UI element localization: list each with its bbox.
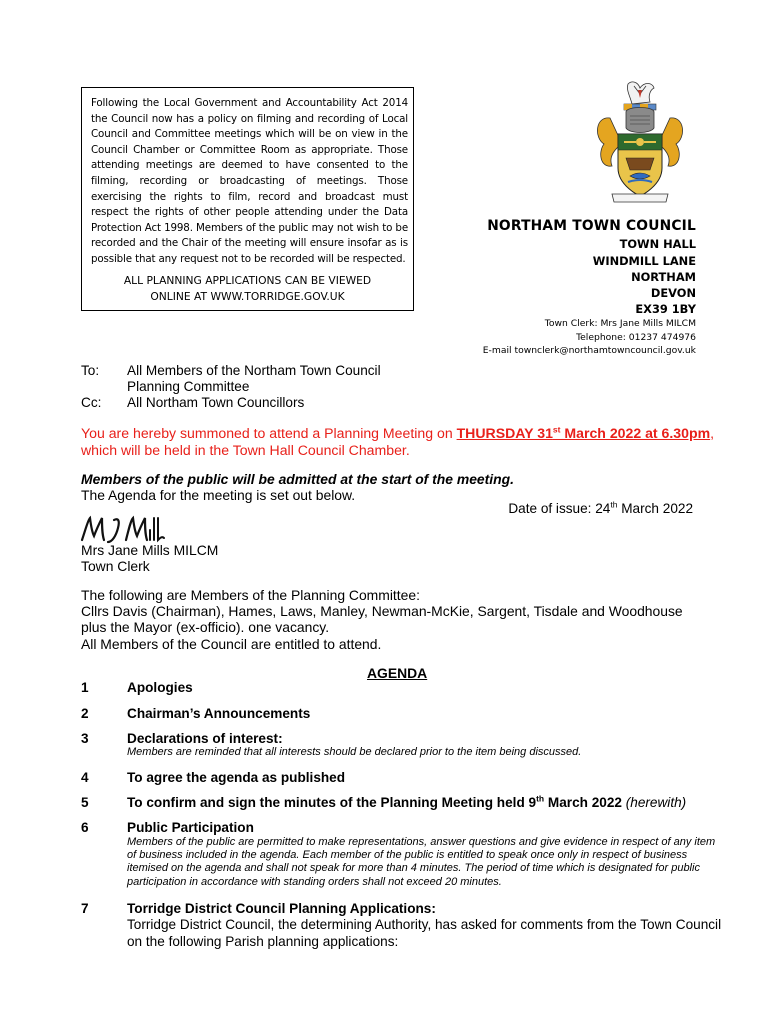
date-of-issue (508, 501, 693, 516)
summons-prefix: You are hereby summoned to attend a Planning Meeting on (81, 425, 457, 441)
email-contact: E-mail townclerk@northamtowncouncil.gov.uk (482, 345, 696, 356)
meeting-date-rest: March 2022 at 6.30pm (560, 425, 711, 441)
issue-sup: th (610, 499, 618, 510)
agenda-item-title: Apologies (127, 680, 193, 695)
address-line: TOWN HALL (619, 237, 696, 251)
issue-prefix: Date of issue: 24 (508, 501, 611, 516)
cc-label: Cc: (81, 395, 102, 410)
meeting-summons (81, 425, 731, 459)
agenda-item-note: Members of the public are permitted to make representations, answer questions and give evidence in respect of any item of business included in the agenda. Each member of the public is entitled to speak once only in respect of business itemised on the agenda and shall not speak for more than 4 minutes. The period of time which is designated for public participation in accordance with standing orders shall not exceed 20 minutes. (127, 836, 716, 888)
filming-policy-text: Following the Local Government and Accountability Act 2014 the Council now has a policy on filming and recording of Local Council and Committee meetings which will be on view in the Council Chamber or Committee Room as appropriate. Those attending meetings are deemed to have consented to the filming, recording or broadcasting of meetings. Those exercising the rights to film, record and broadcast must respect the rights of other people attending under the Data Protection Act 1998. Members of the public may not wish to be recorded and the Chair of the meeting will ensure insofar as is possible that any request not to be recorded will be respected. (91, 97, 408, 265)
item5-herewith: (herewith) (625, 795, 687, 810)
agenda-item-description: Torridge District Council, the determining Authority, has asked for comments from the Town Council on the following Parish planning applications: (127, 917, 722, 949)
agenda-item-number: 4 (81, 770, 89, 785)
agenda-item-number: 2 (81, 706, 89, 721)
filming-policy-box (81, 87, 414, 311)
agenda-item-title: Torridge District Council Planning Applications: (127, 901, 436, 916)
to-recipients (127, 363, 381, 395)
committee-intro: The following are Members of the Planning Committee: (81, 587, 420, 603)
committee-members-block (81, 587, 683, 652)
agenda-item-title (127, 795, 686, 810)
summons-suffix: , (710, 425, 715, 441)
committee-members: Cllrs Davis (Chairman), Hames, Laws, Manley, Newman-McKie, Sargent, Tisdale and Woodhouse (81, 603, 683, 620)
address-line: DEVON (650, 286, 696, 300)
agenda-intro: The Agenda for the meeting is set out below. (81, 487, 356, 503)
agenda-item-number: 5 (81, 795, 89, 810)
telephone-contact: Telephone: 01237 474976 (576, 332, 696, 343)
agenda-item-number: 6 (81, 820, 89, 835)
committee-mayor: plus the Mayor (ex-officio). one vacancy. (81, 619, 330, 636)
to-label: To: (81, 363, 100, 378)
cc-recipients: All Northam Town Councillors (127, 395, 305, 410)
town-clerk-contact: Town Clerk: Mrs Jane Mills MILCM (544, 318, 696, 329)
agenda-item-number: 3 (81, 731, 89, 746)
signatory-name: Mrs Jane Mills MILCM (81, 542, 219, 558)
planning-note-line2: ONLINE AT WWW.TORRIDGE.GOV.UK (150, 289, 345, 303)
agenda-item-title: To agree the agenda as published (127, 770, 346, 785)
to-line1: All Members of the Northam Town Council (127, 363, 381, 378)
summons-venue: which will be held in the Town Hall Council Chamber. (81, 442, 410, 458)
council-crest-logo (590, 78, 690, 204)
item5-title-prefix: To confirm and sign the minutes of the Planning Meeting held 9 (127, 795, 537, 810)
to-line2: Planning Committee (127, 379, 250, 394)
meeting-date (457, 425, 711, 441)
planning-online-note (82, 273, 413, 304)
signatory-role: Town Clerk (81, 558, 150, 575)
address-line: EX39 1BY (635, 302, 696, 316)
agenda-item-title: Chairman’s Announcements (127, 706, 311, 721)
item5-title-suffix: March 2022 (544, 795, 622, 810)
agenda-item-title: Declarations of interest: (127, 731, 283, 746)
agenda-item-title: Public Participation (127, 820, 254, 835)
meeting-day-sup: st (552, 424, 561, 435)
signatory (81, 542, 218, 574)
public-admission-note: Members of the public will be admitted at the start of the meeting. (81, 471, 514, 487)
committee-all: All Members of the Council are entitled to attend. (81, 635, 382, 652)
agenda-item-note: Members are reminded that all interests should be declared prior to the item being discussed. (127, 746, 582, 758)
council-name: NORTHAM TOWN COUNCIL (487, 218, 696, 234)
meeting-day: THURSDAY 31 (456, 425, 553, 441)
agenda-item-number: 1 (81, 680, 89, 695)
planning-note-line1: ALL PLANNING APPLICATIONS CAN BE VIEWED (123, 274, 372, 287)
issue-suffix: March 2022 (617, 501, 693, 516)
address-line: NORTHAM (631, 270, 696, 284)
agenda-item-number: 7 (81, 901, 89, 916)
address-line: WINDMILL LANE (592, 254, 696, 268)
agenda-heading: AGENDA (367, 665, 428, 681)
item5-title-sup: th (536, 793, 545, 804)
